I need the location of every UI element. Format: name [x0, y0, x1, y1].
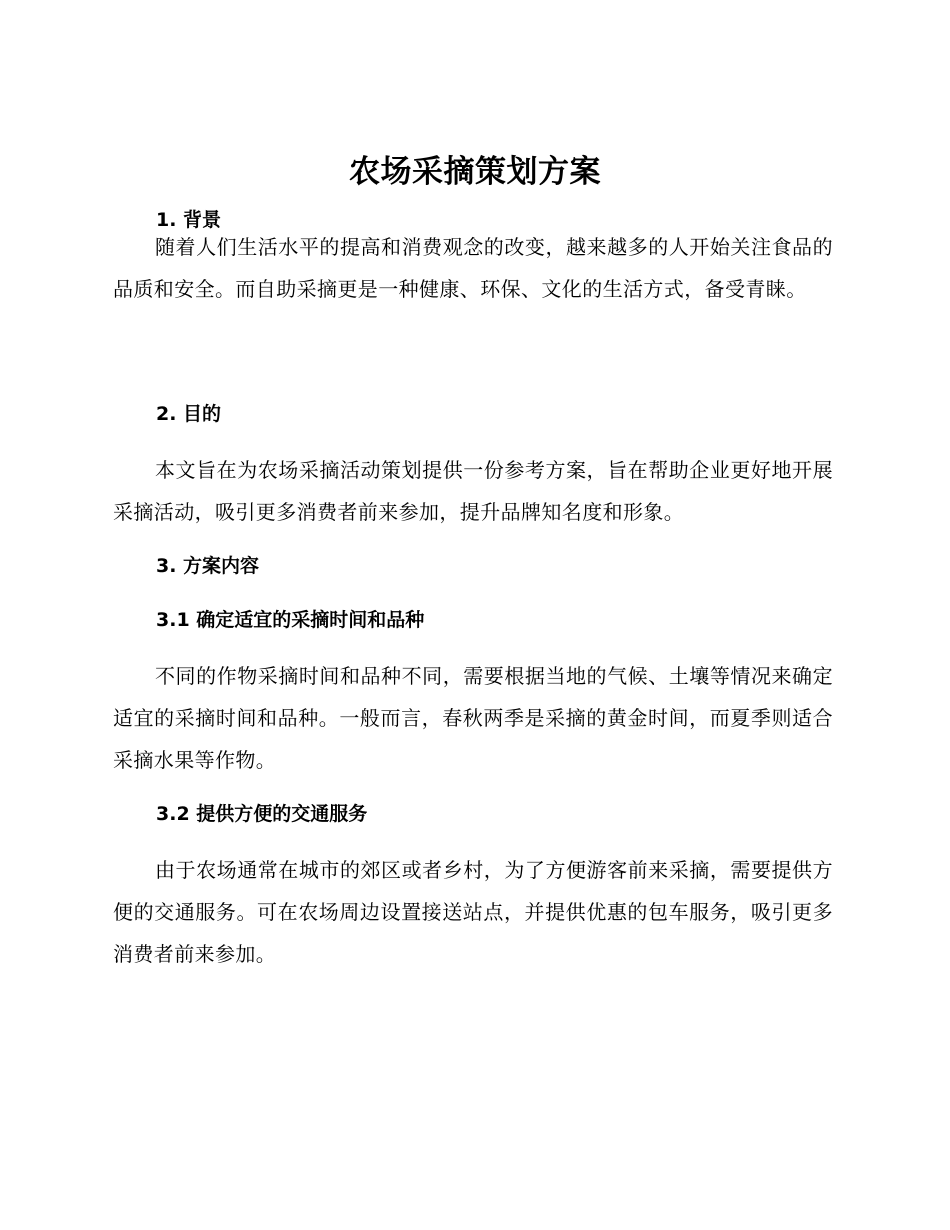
subsection-heading-transport: 3.2 提供方便的交通服务 [156, 803, 368, 825]
section-body-purpose: 本文旨在为农场采摘活动策划提供一份参考方案，旨在帮助企业更好地开展采摘活动，吸引更多消费者前来参加，提升品牌知名度和形象。 [113, 458, 833, 524]
document-title: 农场采摘策划方案 [349, 154, 601, 190]
section-heading-background: 1. 背景 [156, 209, 222, 231]
section-heading-plan-content: 3. 方案内容 [156, 555, 260, 577]
subsection-body-transport: 由于农场通常在城市的郊区或者乡村，为了方便游客前来采摘，需要提供方便的交通服务。可在农场周边设置接送站点，并提供优惠的包车服务，吸引更多消费者前来参加。 [113, 858, 833, 966]
subsection-body-picking-time: 不同的作物采摘时间和品种不同，需要根据当地的气候、土壤等情况来确定适宜的采摘时间和品种。一般而言，春秋两季是采摘的黄金时间，而夏季则适合采摘水果等作物。 [113, 664, 833, 772]
section-heading-purpose: 2. 目的 [156, 403, 222, 425]
section-body-background: 随着人们生活水平的提高和消费观念的改变，越来越多的人开始关注食品的品质和安全。而自助采摘更是一种健康、环保、文化的生活方式，备受青睐。 [113, 235, 833, 301]
subsection-heading-picking-time: 3.1 确定适宜的采摘时间和品种 [156, 609, 425, 631]
